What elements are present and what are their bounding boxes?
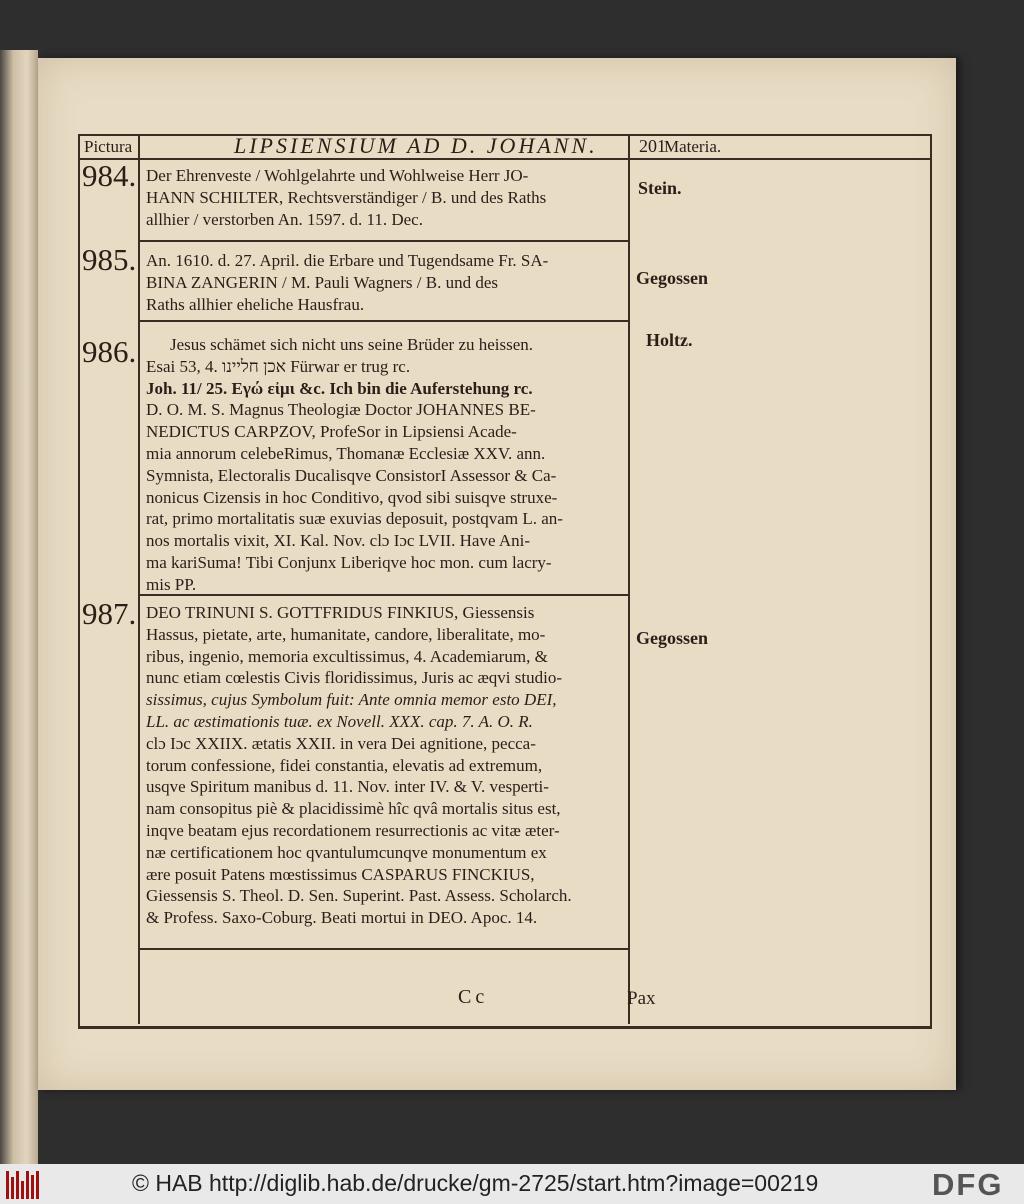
- text-line: rat, primo mortalitatis suæ exuvias deposuit, postqvam L. an-: [146, 509, 563, 529]
- text-line: Raths allhier eheliche Hausfrau.: [146, 294, 365, 314]
- book-page: [38, 58, 956, 1090]
- signature-mark: Cc: [458, 986, 489, 1008]
- book-edge: [0, 50, 38, 1178]
- text-line: ribus, ingenio, memoria excultissimus, 4. Academiarum, &: [146, 646, 548, 666]
- text-line: LL. ac æstimationis tuæ. ex Novell. XXX. cap. 7. A. O. R.: [146, 711, 533, 731]
- text-line: Symnista, Electoralis Ducalisqve ConsistorI Assessor & Ca-: [146, 465, 557, 485]
- entry-number: 984.: [82, 158, 137, 193]
- page-number: 201: [639, 136, 666, 156]
- entry-text: [146, 250, 624, 315]
- text-line: Giessensis S. Theol. D. Sen. Superint. Past. Assess. Scholarch.: [146, 886, 572, 906]
- text-line: inqve beatam ejus recordationem resurrectionis ac vitæ æter-: [146, 820, 560, 840]
- entry-number: 987.: [82, 596, 137, 631]
- text-line: clɔ Iɔc XXIIX. ætatis XXII. in vera Dei agnitione, pecca-: [146, 733, 536, 753]
- text-line: mia annorum celebeRimus, Thomanæ Ecclesiæ XXV. ann.: [146, 443, 546, 463]
- entry-text: [146, 602, 624, 929]
- text-line: allhier / verstorben An. 1597. d. 11. Dec.: [146, 209, 423, 229]
- text-line: nam consopitus piè & placidissimè hîc qvâ mortalis situs est,: [146, 799, 561, 819]
- running-head-title: LIPSIENSIUM AD D. JOHANN.: [234, 133, 598, 158]
- running-head: [84, 133, 912, 159]
- text-line: BINA ZANGERIN / M. Pauli Wagners / B. und des: [146, 272, 498, 292]
- hab-logo-icon: [6, 1169, 46, 1199]
- entry-number: 986.: [82, 334, 137, 369]
- text-line: Jesus schämet sich nicht uns seine Brüder zu heissen.: [170, 335, 534, 354]
- text-line: nunc etiam cœlestis Civis floridissimus, Juris ac æqvi studio-: [146, 668, 563, 688]
- text-line: ære posuit Patens mœstissimus CASPARUS FINCKIUS,: [146, 864, 535, 884]
- text-line: næ certificationem hoc qvantulumcunqve monumentum ex: [146, 842, 547, 862]
- attribution-link[interactable]: © HAB http://diglib.hab.de/drucke/gm-2725/start.htm?image=00219: [132, 1170, 819, 1196]
- running-head-right: Materia.: [664, 137, 722, 156]
- entry-rule: [138, 948, 628, 950]
- catchword: Pax: [627, 988, 656, 1009]
- text-line: nonicus Cizensis in hoc Conditivo, qvod sibi suisqve struxe-: [146, 487, 558, 507]
- text-line: DEO TRINUNI S. GOTTFRIDUS FINKIUS, Giessensis: [146, 603, 535, 622]
- text-line: An. 1610. d. 27. April. die Erbare und Tugendsame Fr. SA-: [146, 251, 549, 270]
- text-line: NEDICTUS CARPZOV, ProfeSor in Lipsiensi Acade-: [146, 422, 517, 442]
- text-line: usqve Spiritum manibus d. 11. Nov. inter IV. & V. vesperti-: [146, 777, 549, 797]
- running-head-left: Pictura: [84, 137, 133, 156]
- material-label: Holtz.: [646, 330, 693, 350]
- dfg-logo: DFG: [932, 1167, 1004, 1202]
- text-line: Esai 53, 4. אכן חליינו Fürwar er trug rc.: [146, 356, 411, 376]
- text-line: Der Ehrenveste / Wohlgelahrte und Wohlweise Herr JO-: [146, 166, 529, 185]
- text-line: torum confessione, fidei constantia, elevatis ad extremum,: [146, 755, 543, 775]
- entry-rule: [138, 240, 628, 242]
- column-rule-left: [138, 134, 140, 1024]
- text-line: mis PP.: [146, 574, 197, 594]
- text-line: Hassus, pietate, arte, humanitate, candore, liberalitate, mo-: [146, 624, 546, 644]
- attribution-bar: [0, 1164, 1024, 1204]
- text-line: Joh. 11/ 25. Εγώ εἰμι &c. Ich bin die Auferstehung rc.: [146, 378, 533, 398]
- text-line: nos mortalis vixit, XI. Kal. Nov. clɔ Iɔc LVII. Have Ani-: [146, 531, 530, 551]
- column-rule-right: [628, 134, 630, 1024]
- entry-text: [146, 165, 624, 230]
- text-line: HANN SCHILTER, Rechtsverständiger / B. und des Raths: [146, 187, 547, 207]
- text-line: D. O. M. S. Magnus Theologiæ Doctor JOHANNES BE-: [146, 400, 536, 420]
- material-label: Gegossen: [636, 628, 708, 648]
- entry-rule: [138, 320, 628, 322]
- header-rule: [78, 158, 930, 160]
- text-line: sissimus, cujus Symbolum fuit: Ante omnia memor esto DEI,: [146, 690, 557, 710]
- entry-text: [146, 334, 624, 596]
- material-label: Gegossen: [636, 268, 708, 288]
- entry-number: 985.: [82, 242, 137, 277]
- text-line: ma kariSuma! Tibi Conjunx Liberiqve hoc mon. cum lacry-: [146, 552, 552, 572]
- text-line: & Profess. Saxo-Coburg. Beati mortui in DEO. Apoc. 14.: [146, 908, 538, 928]
- material-label: Stein.: [638, 178, 682, 198]
